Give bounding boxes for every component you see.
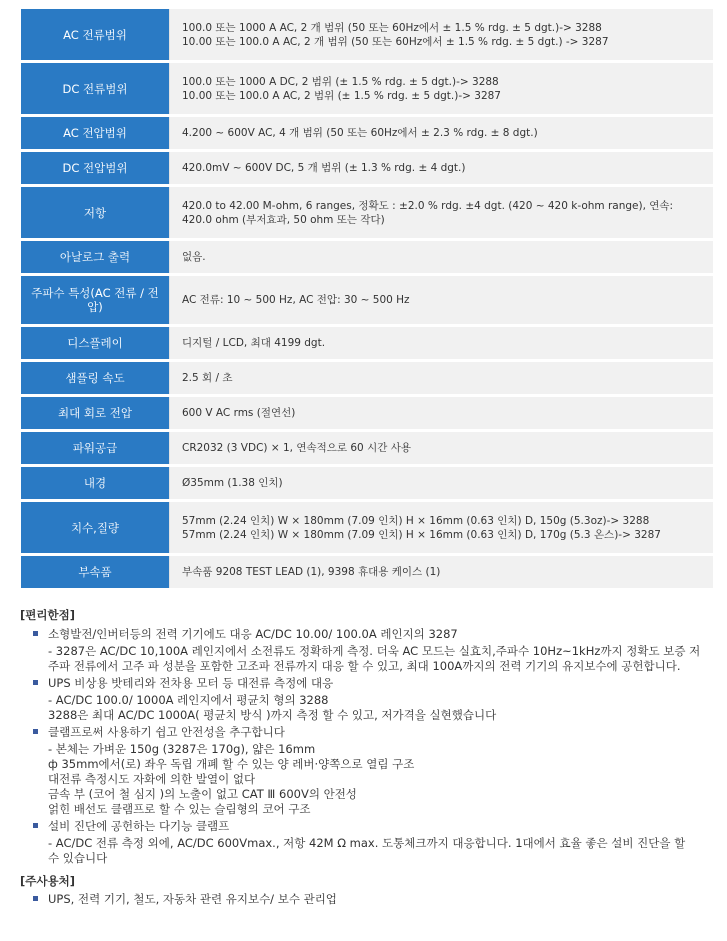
spec-value-line: 420.0 ohm (부저효과, 50 ohm 또는 작다) <box>182 213 385 226</box>
list-detail: 주파 전류에서 고주 파 성분을 포함한 고조파 전류까지 대응 할 수 있고, 최대 100A까지의 전력 기기의 유지보수에 공헌합니다. <box>48 659 681 673</box>
list-item-text: UPS 비상용 밧테리와 전차용 모터 등 대전류 측정에 대응 <box>48 676 334 690</box>
list-item <box>0 676 727 691</box>
spec-row <box>21 241 713 273</box>
spec-value-line: 10.00 또는 100.0 A AC, 2 개 범위 (50 또는 60Hz에서 ± 1.5 % rdg. ± 5 dgt.) -> 3287 <box>182 35 609 48</box>
spec-row <box>21 502 713 553</box>
list-item-text: 설비 진단에 공헌하는 다기능 클램프 <box>48 819 230 833</box>
square-bullet-icon <box>33 680 38 685</box>
spec-value-line: 100.0 또는 1000 A DC, 2 범위 (± 1.5 % rdg. ± 5 dgt.)-> 3288 <box>182 75 499 88</box>
list-item <box>0 725 727 740</box>
spec-value <box>169 397 713 429</box>
spec-value <box>169 362 713 394</box>
spec-value <box>169 187 713 238</box>
spec-value-line: 2.5 회 / 초 <box>182 372 233 384</box>
spec-value-line: CR2032 (3 VDC) × 1, 연속적으로 60 시간 사용 <box>182 442 411 454</box>
spec-label: AC 전압범위 <box>21 117 169 149</box>
spec-value <box>169 241 713 273</box>
spec-value <box>169 63 713 114</box>
spec-row <box>21 397 713 429</box>
spec-value <box>169 432 713 464</box>
spec-value <box>169 152 713 184</box>
list-item-text: 소형발전/인버터등의 전력 기기에도 대응 AC/DC 10.00/ 100.0A 레인지의 3287 <box>48 627 458 641</box>
spec-value <box>169 9 713 60</box>
spec-row <box>21 152 713 184</box>
list-detail: - AC/DC 전류 측정 외에, AC/DC 600Vmax., 저항 42M Ω max. 도통체크까지 대응합니다. 1대에서 효율 좋은 설비 진단을 할 <box>48 836 686 850</box>
spec-row <box>21 9 713 60</box>
spec-label: 주파수 특성(AC 전류 / 전압) <box>21 276 169 324</box>
spec-value <box>169 502 713 553</box>
spec-row <box>21 556 713 588</box>
spec-label: 내경 <box>21 467 169 499</box>
list-detail: 대전류 측정시도 자화에 의한 발열이 없다 <box>48 772 256 786</box>
spec-row <box>21 187 713 238</box>
square-bullet-icon <box>33 631 38 636</box>
spec-label: 최대 회로 전압 <box>21 397 169 429</box>
spec-value-line: 420.0mV ~ 600V DC, 5 개 범위 (± 1.3 % rdg. ± 4 dgt.) <box>182 162 466 174</box>
list-item-text: 클램프로써 사용하기 쉽고 안전성을 추구합니다 <box>48 725 285 739</box>
spec-label: DC 전류범위 <box>21 63 169 114</box>
main-use-section <box>0 874 727 907</box>
convenience-section <box>0 608 727 866</box>
spec-value-line: 없음. <box>182 251 206 263</box>
spec-row <box>21 117 713 149</box>
list-detail: - 3287은 AC/DC 10,100A 레인지에서 소전류도 정확하게 측정. 더욱 AC 모드는 실효치,주파수 10Hz~1kHz까지 정확도 보증 저 <box>48 644 701 658</box>
spec-label: 아날로그 출력 <box>21 241 169 273</box>
spec-row <box>21 276 713 324</box>
spec-value <box>169 556 713 588</box>
spec-value-line: 57mm (2.24 인치) W × 180mm (7.09 인치) H × 16mm (0.63 인치) D, 150g (5.3oz)-> 3288 <box>182 514 650 527</box>
spec-label: AC 전류범위 <box>21 9 169 60</box>
spec-label: DC 전압범위 <box>21 152 169 184</box>
spec-row <box>21 327 713 359</box>
spec-label: 부속품 <box>21 556 169 588</box>
section-title: [편리한점] <box>20 608 75 622</box>
spec-value-line: AC 전류: 10 ~ 500 Hz, AC 전압: 30 ~ 500 Hz <box>182 294 410 306</box>
list-item <box>0 819 727 834</box>
list-detail: - AC/DC 100.0/ 1000A 레인지에서 평균치 형의 3288 <box>48 693 329 707</box>
square-bullet-icon <box>33 729 38 734</box>
spec-value <box>169 117 713 149</box>
list-detail: 수 있습니다 <box>48 851 108 865</box>
spec-value-line: 디지털 / LCD, 최대 4199 dgt. <box>182 337 326 349</box>
spec-row <box>21 432 713 464</box>
spec-label: 저항 <box>21 187 169 238</box>
list-item <box>0 892 727 907</box>
spec-label: 치수,질량 <box>21 502 169 553</box>
spec-value-line: 부속품 9208 TEST LEAD (1), 9398 휴대용 케이스 (1) <box>182 566 441 578</box>
spec-label: 디스플레이 <box>21 327 169 359</box>
list-detail: ф 35mm에서(로) 좌우 독립 개폐 할 수 있는 양 레버·양쪽으로 열림 구조 <box>48 757 415 771</box>
list-detail: 얽힌 배선도 클램프로 할 수 있는 슬림형의 코어 구조 <box>48 802 311 816</box>
square-bullet-icon <box>33 823 38 828</box>
list-detail: 금속 부 (코어 철 심지 )의 노출이 없고 CAT Ⅲ 600V의 안전성 <box>48 787 357 801</box>
spec-value-line: Ø35mm (1.38 인치) <box>182 477 283 489</box>
spec-row <box>21 362 713 394</box>
list-detail: 3288은 최대 AC/DC 1000A( 평균치 방식 )까지 측정 할 수 있고, 저가격을 실현했습니다 <box>48 708 497 722</box>
spec-value-line: 100.0 또는 1000 A AC, 2 개 범위 (50 또는 60Hz에서 ± 1.5 % rdg. ± 5 dgt.)-> 3288 <box>182 21 602 34</box>
spec-row <box>21 63 713 114</box>
section-title: [주사용처] <box>20 874 75 888</box>
spec-value <box>169 327 713 359</box>
spec-row <box>21 467 713 499</box>
spec-value-line: 10.00 또는 100.0 A AC, 2 범위 (± 1.5 % rdg. ± 5 dgt.)-> 3287 <box>182 89 501 102</box>
list-detail: - 본체는 가벼운 150g (3287은 170g), 얇은 16mm <box>48 742 316 756</box>
spec-value-line: 57mm (2.24 인치) W × 180mm (7.09 인치) H × 16mm (0.63 인치) D, 170g (5.3 온스)-> 3287 <box>182 528 661 541</box>
spec-value-line: 4.200 ~ 600V AC, 4 개 범위 (50 또는 60Hz에서 ± 2.3 % rdg. ± 8 dgt.) <box>182 127 538 139</box>
spec-value <box>169 276 713 324</box>
square-bullet-icon <box>33 896 38 901</box>
spec-value <box>169 467 713 499</box>
list-item <box>0 627 727 642</box>
spec-label: 샘플링 속도 <box>21 362 169 394</box>
spec-value-line: 600 V AC rms (절연선) <box>182 407 296 419</box>
list-item-text: UPS, 전력 기기, 철도, 자동차 관련 유지보수/ 보수 관리업 <box>48 892 337 906</box>
spec-label: 파워공급 <box>21 432 169 464</box>
spec-table <box>21 6 713 591</box>
spec-value-line: 420.0 to 42.00 M-ohm, 6 ranges, 정확도 : ±2.0 % rdg. ±4 dgt. (420 ~ 420 k-ohm range), 연속: <box>182 199 674 212</box>
